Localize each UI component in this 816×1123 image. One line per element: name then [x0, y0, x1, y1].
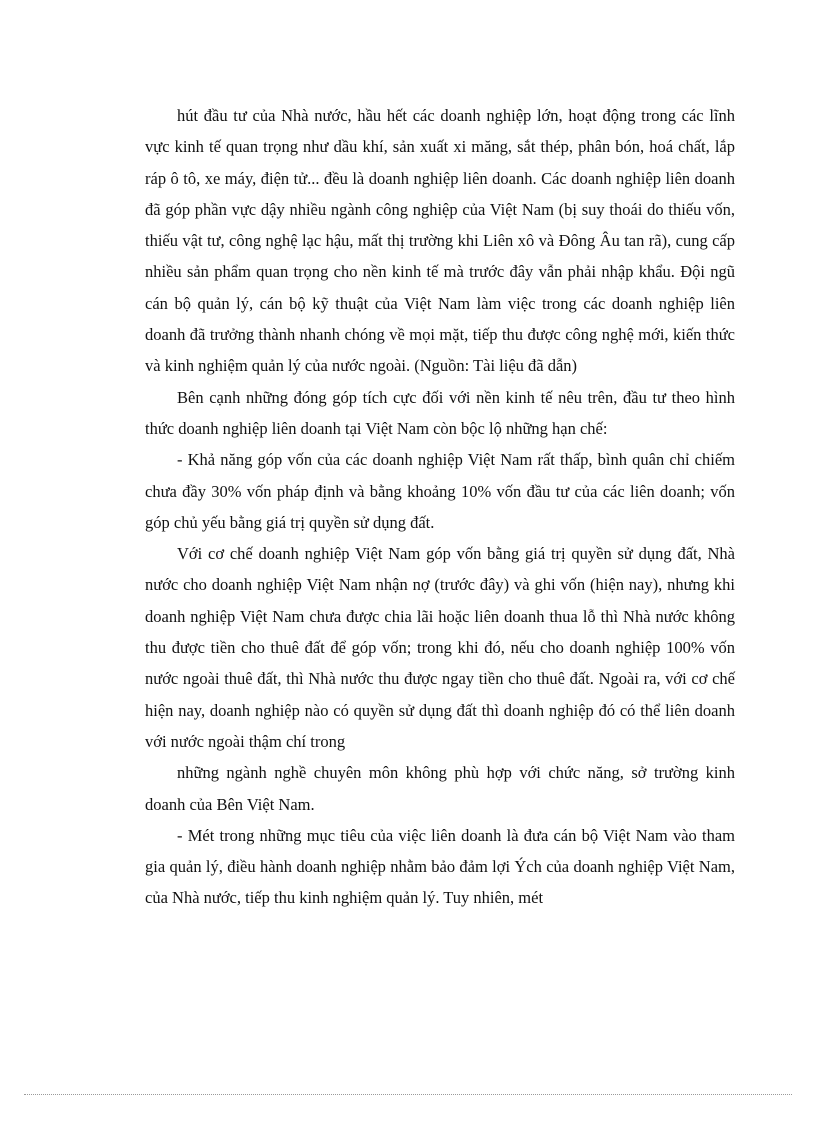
paragraph-5: những ngành nghề chuyên môn không phù hợp với chức năng, sở trường kinh doanh của Bên Việt Nam.	[145, 763, 735, 814]
page-bottom-divider	[24, 1094, 792, 1095]
paragraph-4: Với cơ chế doanh nghiệp Việt Nam góp vốn bằng giá trị quyền sử dụng đất, Nhà nước cho doanh nghiệp Việt Nam nhận nợ (trước đây) và ghi vốn (hiện nay), nhưng khi doanh nghiệp Việt Nam chưa được chia lãi hoặc liên doanh thua lỗ thì Nhà nước không thu được tiền cho thuê đất để góp vốn; trong khi đó, nếu cho doanh nghiệp 100% vốn nước ngoài thuê đất, thì Nhà nước thu được ngay tiền cho thuê đất. Ngoài ra, với cơ chế hiện nay, doanh nghiệp nào có quyền sử dụng đất thì doanh nghiệp đó có thể liên doanh với nước ngoài thậm chí trong	[145, 544, 735, 751]
document-body	[145, 100, 735, 914]
paragraph-6: - Mét trong những mục tiêu của việc liên doanh là đưa cán bộ Việt Nam vào tham gia quản lý, điều hành doanh nghiệp nhằm bảo đảm lợi Ých của doanh nghiệp Việt Nam, của Nhà nước, tiếp thu kinh nghiệm quản lý. Tuy nhiên, mét	[145, 825, 735, 908]
paragraph-1: hút đầu tư của Nhà nước, hầu hết các doanh nghiệp lớn, hoạt động trong các lĩnh vực kinh tế quan trọng như dầu khí, sản xuất xi măng, sắt thép, phân bón, hoá chất, lắp ráp ô tô, xe máy, điện tử... đều là doanh nghiệp liên doanh. Các doanh nghiệp liên doanh đã góp phần vực dậy nhiều ngành công nghiệp của Việt Nam (bị suy thoái do thiếu vốn, thiếu vật tư, công nghệ lạc hậu, mất thị trường khi Liên xô và Đông Âu tan rã), cung cấp nhiều sản phẩm quan trọng cho nền kinh tế mà trước đây vẫn phải nhập khẩu. Đội ngũ cán bộ quản lý, cán bộ kỹ thuật của Việt Nam làm việc trong các doanh nghiệp liên doanh đã trưởng thành nhanh chóng về mọi mặt, tiếp thu được công nghệ mới, kiến thức và kinh nghiệm quản lý của nước ngoài. (Nguồn: Tài liệu đã dẫn)	[145, 106, 735, 376]
paragraph-3: - Khả năng góp vốn của các doanh nghiệp Việt Nam rất thấp, bình quân chỉ chiếm chưa đầy 30% vốn pháp định và bằng khoảng 10% vốn đầu tư của các liên doanh; vốn góp chủ yếu bằng giá trị quyền sử dụng đất.	[145, 450, 735, 532]
paragraph-2: Bên cạnh những đóng góp tích cực đối với nền kinh tế nêu trên, đầu tư theo hình thức doanh nghiệp liên doanh tại Việt Nam còn bộc lộ những hạn chế:	[145, 387, 735, 438]
